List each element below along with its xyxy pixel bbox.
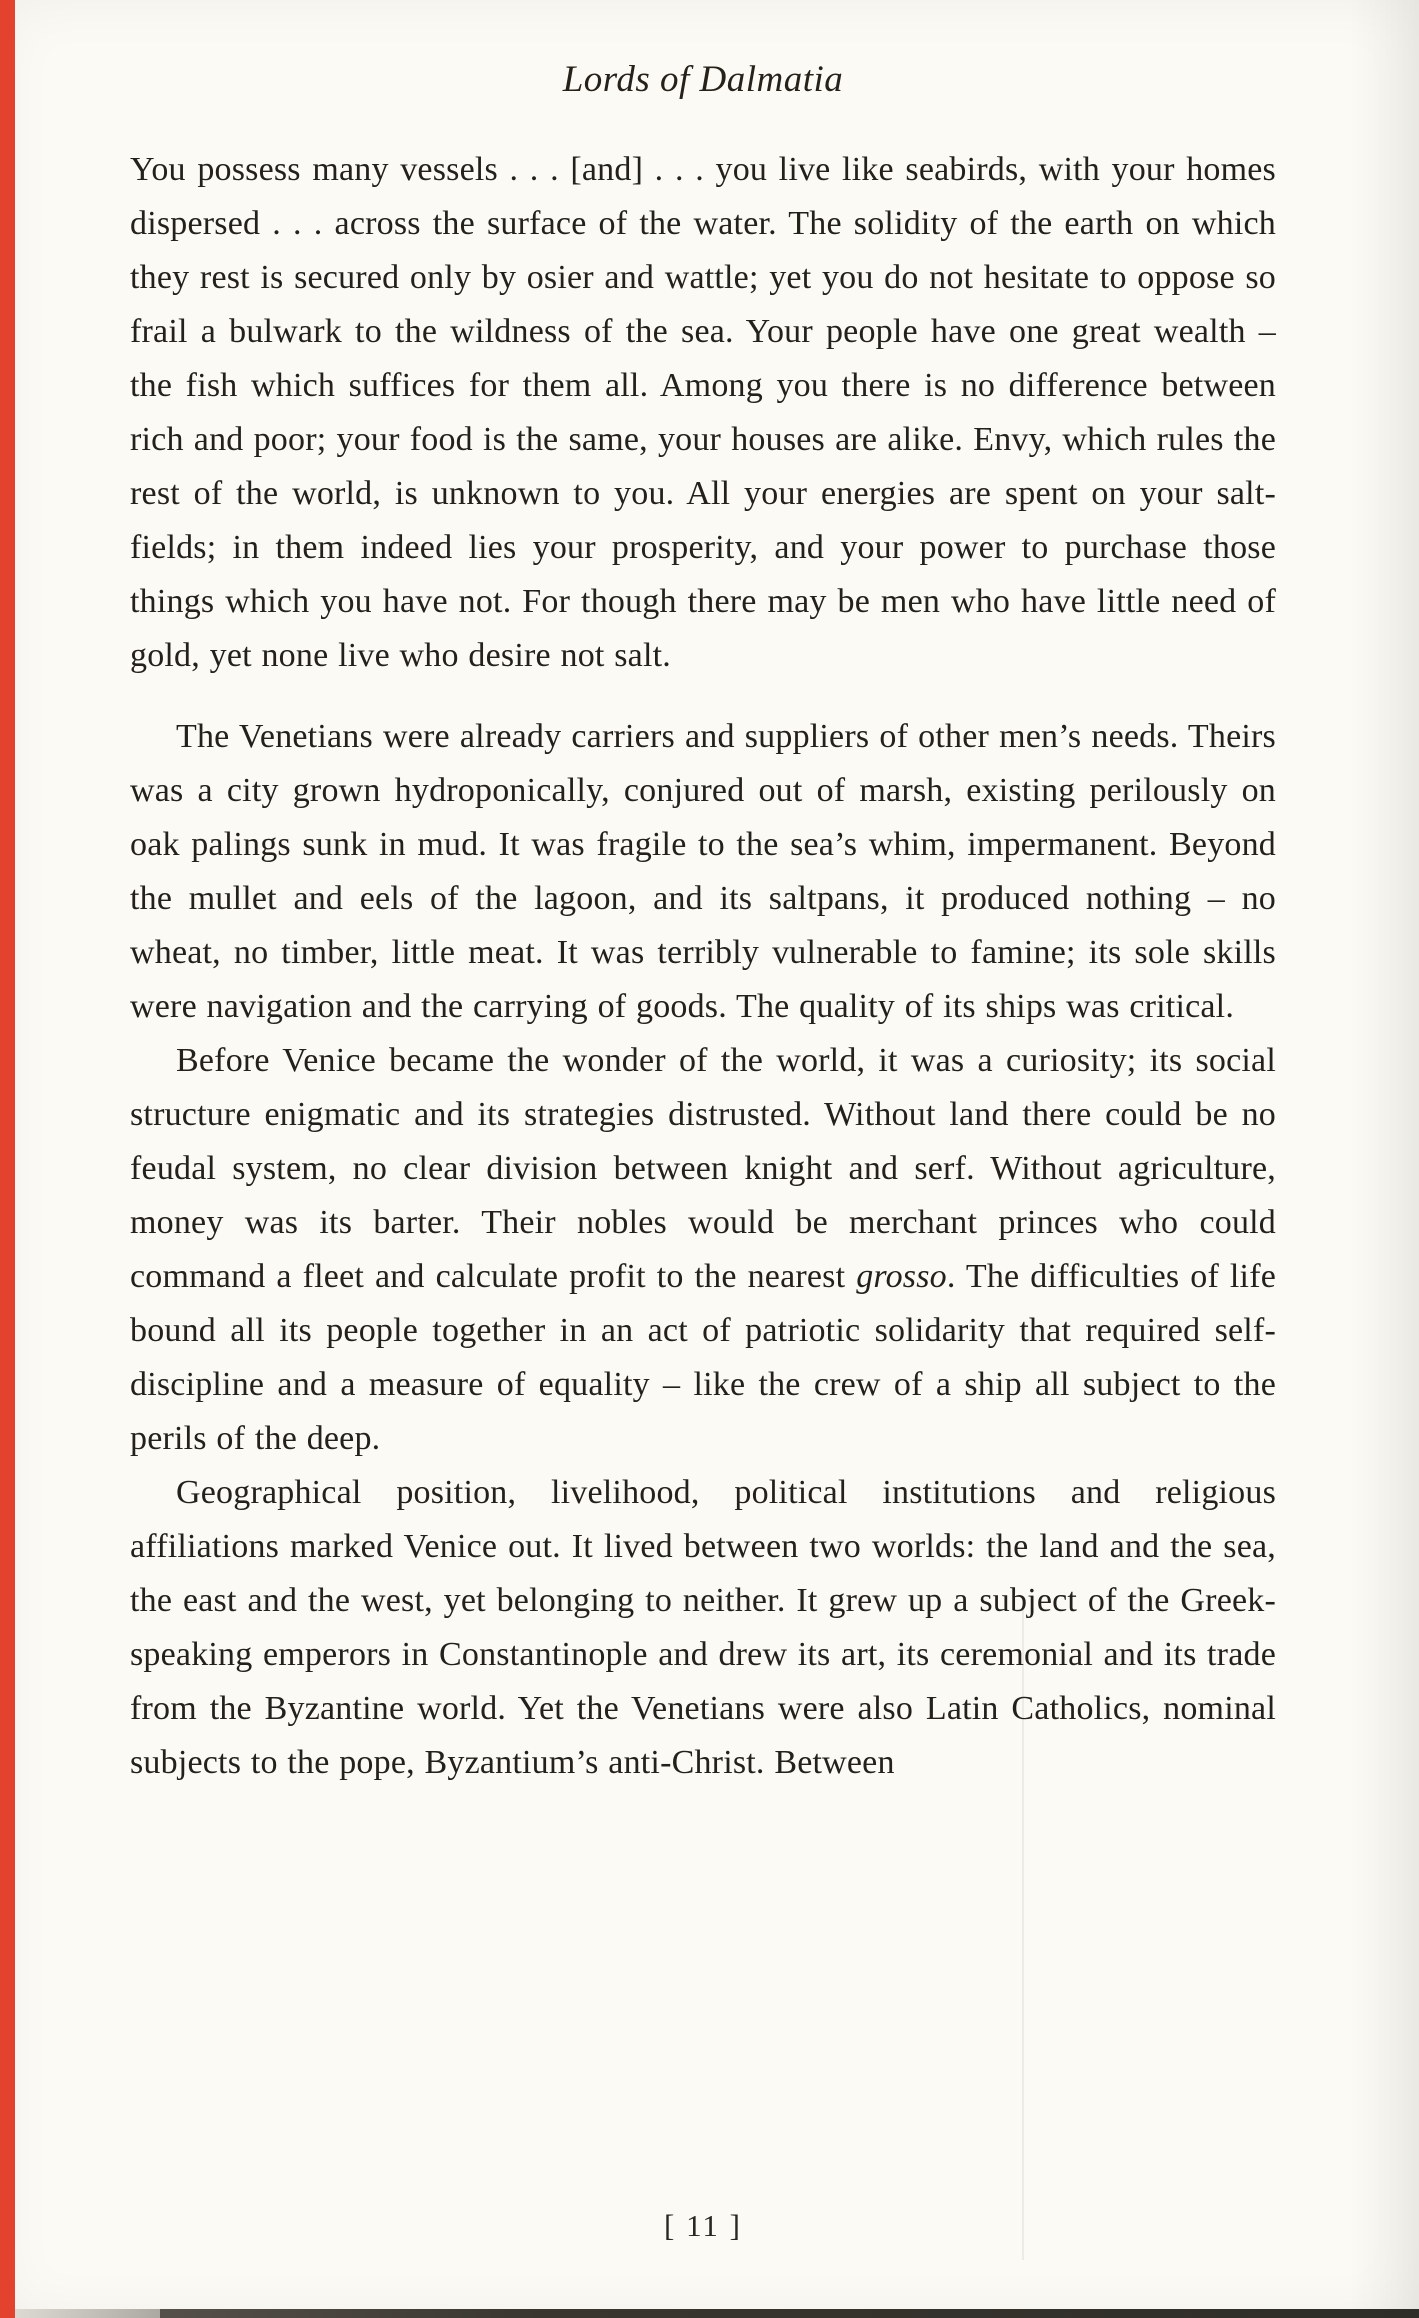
text-run: The Venetians were already carriers and suppliers of other men’s needs. Theirs was a city grown hydroponically, conjured out of marsh, existing perilously on oak palings sunk in mud. It was fragile to the sea’s whim, impermanent. Beyond the mullet and eels of the lagoon, and its saltpans, it produced nothing – no wheat, no timber, little meat. It was terribly vulnerable to famine; its sole skills were navigation and the carrying of goods. The quality of its ships was critical.: [130, 718, 1276, 1025]
italic-term: grosso: [856, 1258, 947, 1295]
text-run: You possess many vessels . . . [and] . . . you live like seabirds, with your homes dispersed . . . across the surface of the water. The solidity of the earth on which they rest is secured only by osier and wattle; yet you do not hesitate to oppose so frail a bulwark to the wildness of the sea. Your people have one great wealth – the fish which suffices for them all. Among you there is no difference between rich and poor; your food is the same, your houses are alike. Envy, which rules the rest of the world, is unknown to you. All your energies are spent on your salt-fields; in them indeed lies your prosperity, and your power to purchase those things which you have not. For though there may be men who have little need of gold, yet none live who desire not salt.: [130, 151, 1276, 674]
paragraph: [130, 710, 1276, 1034]
scan-right-shading: [1349, 0, 1419, 2318]
page-number: [ 11 ]: [664, 2208, 742, 2243]
paragraph: [130, 143, 1276, 683]
text-run: . The difficulties of life bound all its people together in an act of patriotic solidarity that required self-discipline and a measure of equality – like the crew of a ship all subject to the perils of the deep.: [130, 1258, 1277, 1457]
paragraphs: [130, 143, 1276, 1790]
page-content: [130, 58, 1276, 1790]
paragraph: [130, 1034, 1276, 1466]
text-run: Geographical position, livelihood, political institutions and religious affiliations marked Venice out. It lived between two worlds: the land and the sea, the east and the west, yet belonging to neither. It grew up a subject of the Greek-speaking emperors in Constantinople and drew its art, its ceremonial and its trade from the Byzantine world. Yet the Venetians were also Latin Catholics, nominal subjects to the pope, Byzantium’s anti-Christ. Between: [130, 1474, 1276, 1781]
book-spine-edge: [0, 0, 15, 2318]
running-head: Lords of Dalmatia: [562, 59, 844, 100]
scan-bottom-edge: [160, 2309, 1419, 2318]
paragraph: [130, 1466, 1276, 1790]
scan-bottom-edge-left: [15, 2309, 165, 2318]
text-run: Before Venice became the wonder of the world, it was a curiosity; its social structure enigmatic and its strategies distrusted. Without land there could be no feudal system, no clear division between knight and serf. Without agriculture, money was its barter. Their nobles would be merchant princes who could command a fleet and calculate profit to the nearest: [130, 1042, 1276, 1295]
